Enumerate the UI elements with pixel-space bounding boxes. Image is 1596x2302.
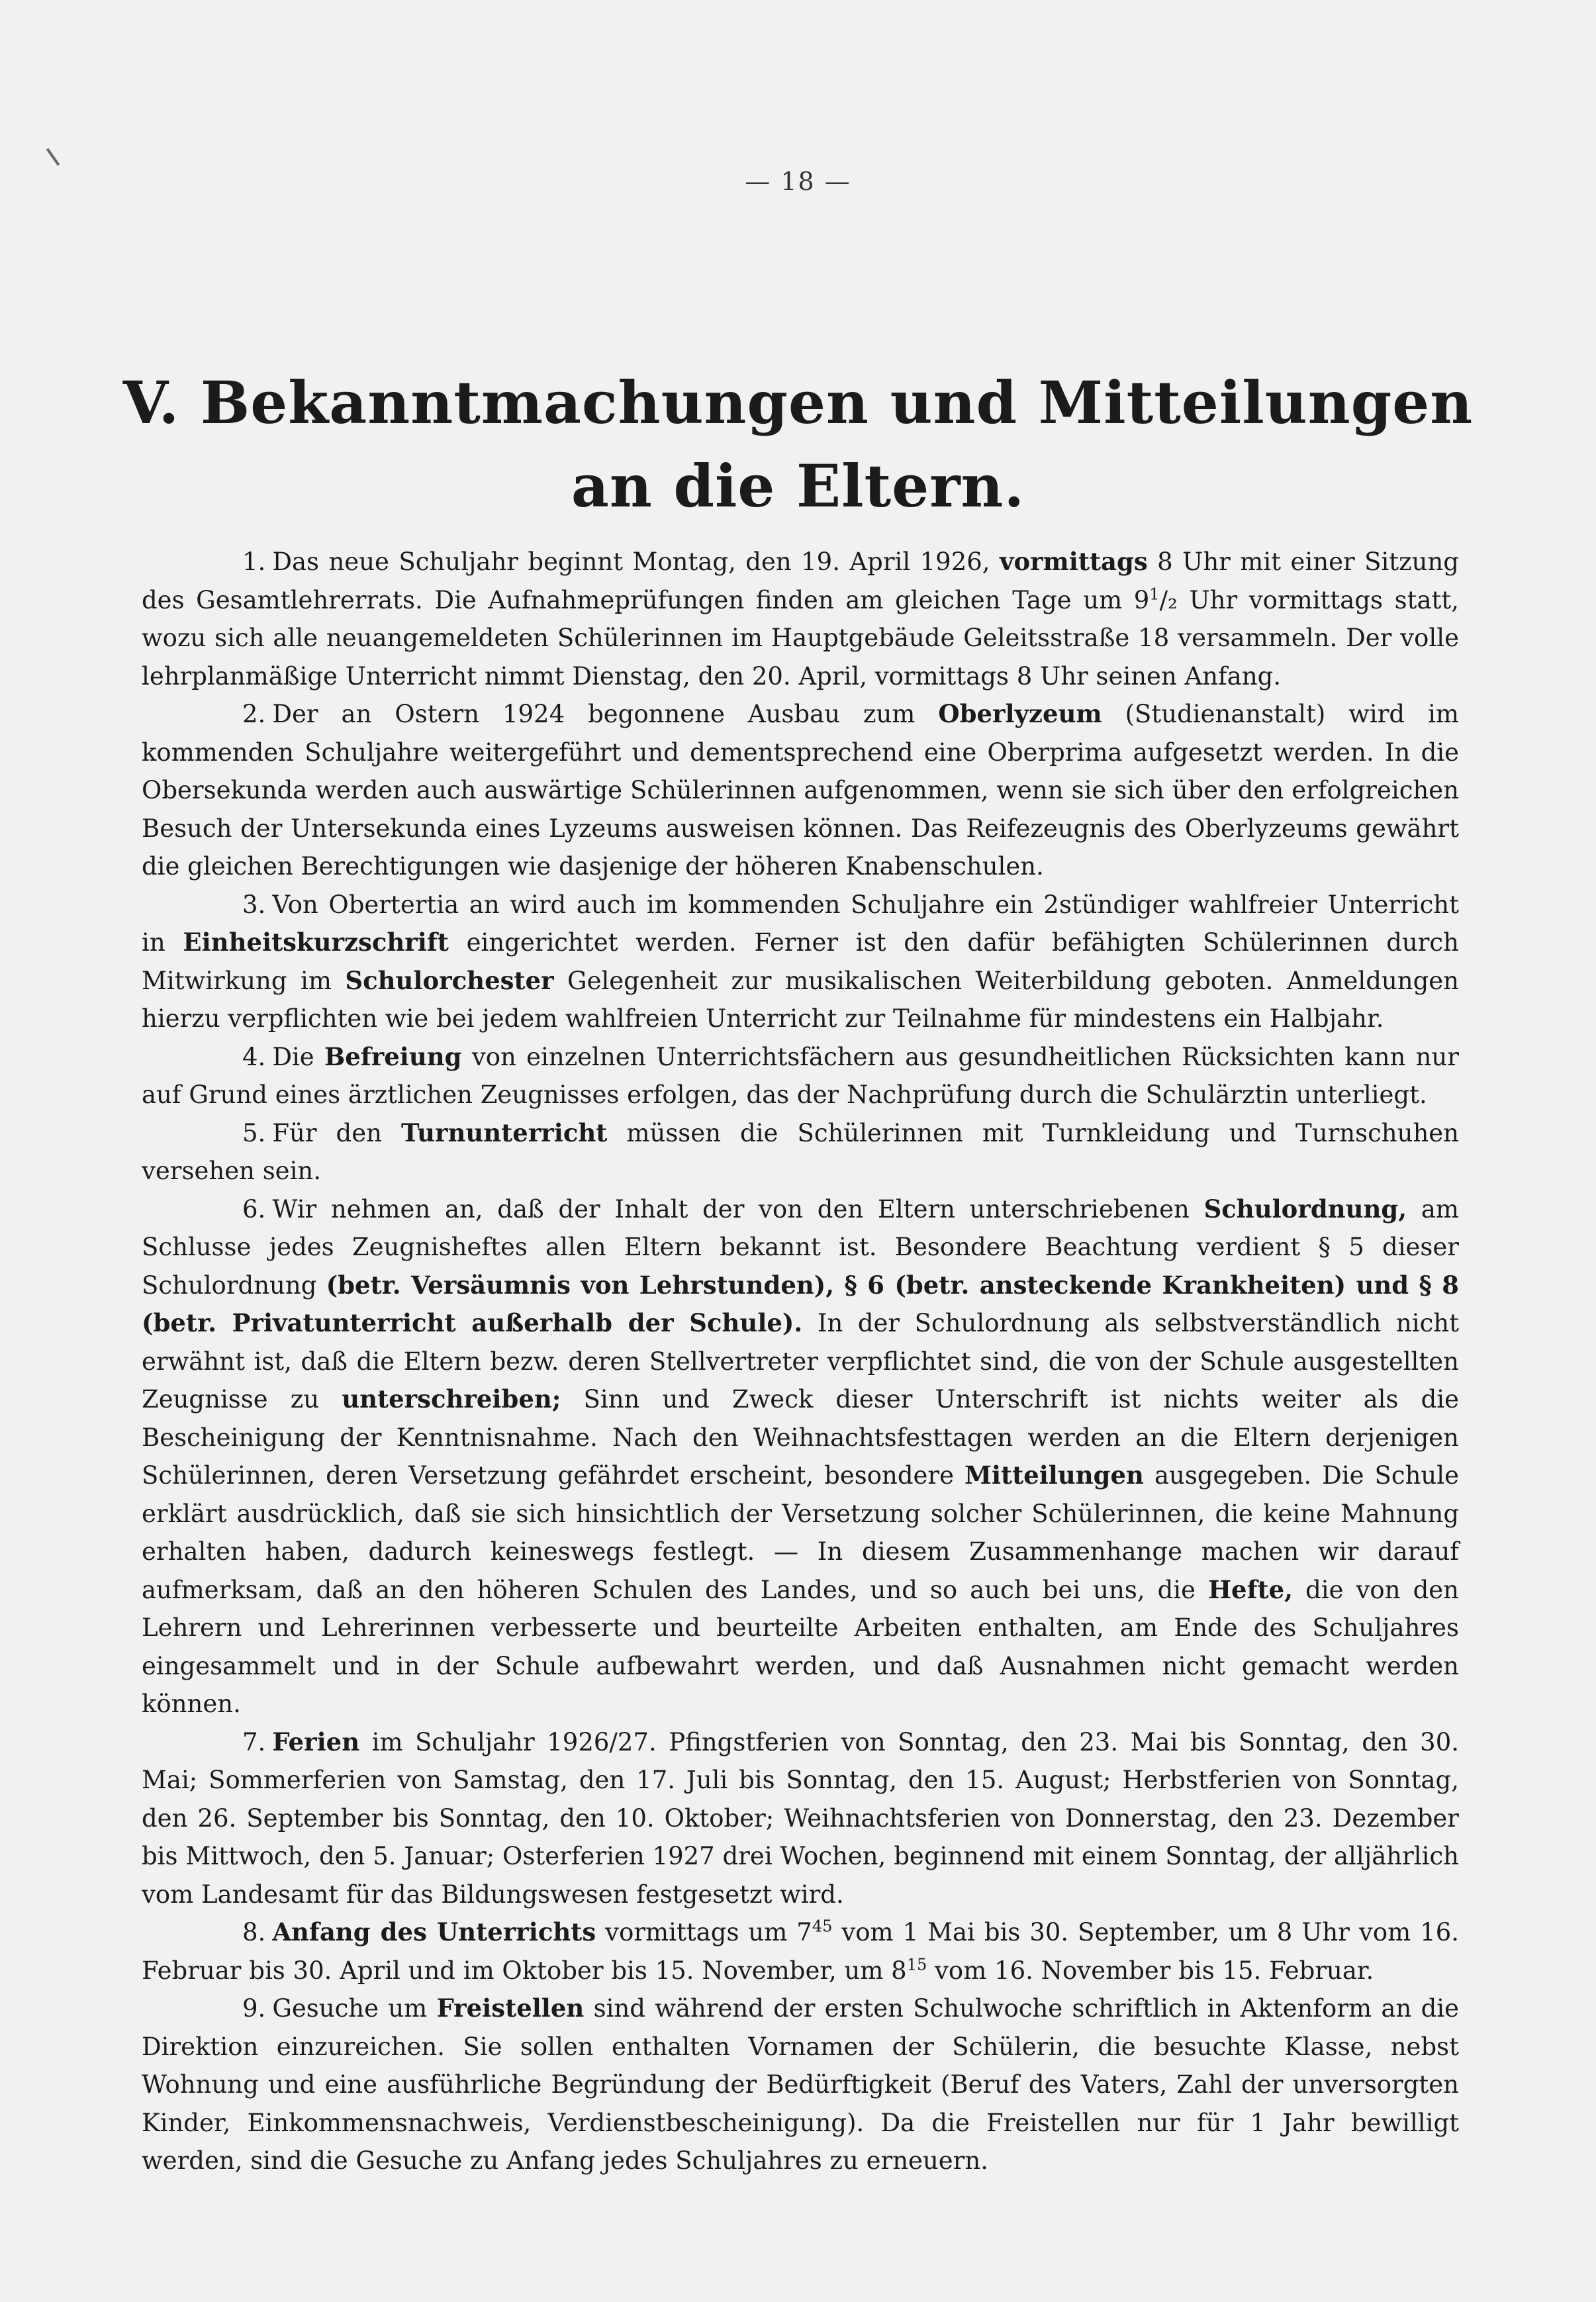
paragraph-text: vormittags um 7 xyxy=(596,1918,812,1946)
paragraph-number: 1. xyxy=(242,548,266,576)
emphasized-text: Freistellen xyxy=(436,1993,585,2023)
paragraph-number: 5. xyxy=(242,1118,266,1147)
paragraph-text: 8 Uhr mit einer Sitzung des Gesamtlehrerrats. Die Aufnahmeprüfungen finden am gleichen Tage um 9 xyxy=(142,548,1459,614)
paragraph-text: Die xyxy=(272,1042,325,1071)
emphasized-text: Hefte, xyxy=(1208,1574,1293,1604)
paragraph-text: sind während der ersten Schulwoche schriftlich in Aktenform an die Direktion einzureichen. Sie sollen enthalten Vornamen der Schülerin, die besuchte Klasse, nebst Wohnung und eine ausführliche Begründung der Bedürftigkeit (Beruf des Vaters, Zahl der unversorgten Kinder, Einkommensnachweis, Verdienstbescheinigung). Da die Freistellen nur für 1 Jahr bewilligt werden, sind die Gesuche zu Anfang jedes Schuljahres zu erneuern. xyxy=(142,1994,1459,2175)
paragraph-number: 7. xyxy=(242,1727,266,1756)
page-title-line-1: V. Bekanntmachungen und Mitteilungen xyxy=(122,368,1474,437)
paragraph-text: /₂ Uhr vormittags statt, wozu sich alle neuangemeldeten Schülerinnen im Hauptgebäude Geleitsstraße 18 versammeln. Der volle lehrplanmäßige Unterricht nimmt Dienstag, den 20. April, vormittags 8 Uhr seinen Anfang. xyxy=(142,585,1459,691)
paragraph-text: Von Obertertia an wird auch im kommenden Schuljahre ein 2stündiger wahlfreier Unterricht in xyxy=(142,890,1459,957)
paragraph-text: die von den Lehrern und Lehrerinnen verbesserte und beurteilte Arbeiten enthalten, am Ende des Schuljahres eingesammelt und in der Schule aufbewahrt werden, und daß Ausnahmen nicht gemacht werden können. xyxy=(142,1575,1459,1718)
emphasized-text: unterschreiben; xyxy=(342,1384,561,1414)
paragraph-text: In der Schulordnung als selbstverständlich nicht erwähnt ist, daß die Eltern bezw. deren Stellvertreter verpflichtet sind, die von der Schule ausgestellten Zeugnisse zu xyxy=(142,1309,1459,1414)
paragraph-4 xyxy=(142,1038,1459,1114)
paragraph-2 xyxy=(142,695,1459,886)
paragraph-3 xyxy=(142,886,1459,1038)
paragraph-1 xyxy=(142,543,1459,695)
paragraph-7 xyxy=(142,1723,1459,1914)
paragraph-text: vom 1 Mai bis 30. September, um 8 Uhr vom 16. Februar bis 30. April und im Oktober bis 15. November, um 8 xyxy=(142,1918,1459,1985)
emphasized-text: Ferien xyxy=(272,1727,360,1756)
paragraph-number: 8. xyxy=(242,1918,266,1946)
paragraph-5 xyxy=(142,1114,1459,1190)
paragraph-text: Gelegenheit zur musikalischen Weiterbildung geboten. Anmeldungen hierzu verpflichten wie bei jedem wahlfreien Unterricht zur Teilnahme für mindestens ein Halbjahr. xyxy=(142,966,1460,1033)
paragraph-text: ausgegeben. Die Schule erklärt ausdrücklich, daß sie sich hinsichtlich der Versetzung solcher Schülerinnen, die keine Mahnung erhalten haben, dadurch keineswegs festlegt. — In diesem Zusammenhange machen wir darauf aufmerksam, daß an den höheren Schulen des Landes, und so auch bei uns, die xyxy=(142,1461,1459,1604)
page-title-line-2: an die Eltern. xyxy=(571,452,1025,520)
scan-mark xyxy=(46,148,60,166)
emphasized-text: Schulorchester xyxy=(345,965,554,995)
paragraph-text: (Studienanstalt) wird im kommenden Schuljahre weitergeführt und dementsprechend eine Oberprima aufgesetzt werden. In die Obersekunda werden auch auswärtige Schülerinnen aufgenommen, wenn sie sich über den erfolgreichen Besuch der Untersekunda eines Lyzeums ausweisen können. Das Reifezeugnis des Oberlyzeums gewährt die gleichen Berechtigungen wie dasjenige der höheren Knabenschulen. xyxy=(142,700,1460,881)
paragraph-text: eingerichtet werden. Ferner ist den dafür befähigten Schülerinnen durch Mitwirkung im xyxy=(142,928,1459,995)
emphasized-text: Einheitskurzschrift xyxy=(183,928,449,957)
paragraph-8 xyxy=(142,1913,1459,1990)
paragraph-text: von einzelnen Unterrichtsfächern aus gesundheitlichen Rücksichten kann nur auf Grund eines ärztlichen Zeugnisses erfolgen, das der Nachprüfung durch die Schulärztin unterliegt. xyxy=(142,1042,1459,1109)
paragraph-number: 4. xyxy=(242,1042,266,1071)
paragraph-text: Das neue Schuljahr beginnt Montag, den 19. April 1926, xyxy=(272,548,1000,576)
paragraph-text: am Schlusse jedes Zeugnisheftes allen Eltern bekannt ist. Besondere Beachtung verdient § 5 dieser Schulordnung xyxy=(142,1194,1460,1300)
paragraph-text: müssen die Schülerinnen mit Turnkleidung und Turnschuhen versehen sein. xyxy=(142,1118,1460,1185)
paragraph-text: Gesuche um xyxy=(272,1994,437,2023)
paragraph-text: Für den xyxy=(272,1118,401,1147)
paragraph-text: im Schuljahr 1926/27. Pfingstferien von Sonntag, den 23. Mai bis Sonntag, den 30. Mai; Sommerferien von Samstag, den 17. Juli bis Sonntag, den 15. August; Herbstferien von Sonntag, den 26. September bis Sonntag, den 10. Oktober; Weihnachtsferien von Donnerstag, den 23. Dezember bis Mittwoch, den 5. Januar; Osterferien 1927 drei Wochen, beginnend mit einem Sonntag, der alljährlich vom Landesamt für das Bildungswesen festgesetzt wird. xyxy=(142,1727,1459,1909)
paragraph-number: 9. xyxy=(242,1994,266,2023)
page-title xyxy=(0,361,1596,528)
paragraph-text: Der an Ostern 1924 begonnene Ausbau zum xyxy=(272,700,939,728)
paragraph-9 xyxy=(142,1990,1459,2180)
emphasized-text: Schulordnung, xyxy=(1203,1194,1407,1223)
paragraph-text: Sinn und Zweck dieser Unterschrift ist nichts weiter als die Bescheinigung der Kenntnisnahme. Nach den Weihnachtsfesttagen werden an die Eltern derjenigen Schülerinnen, deren Versetzung gefährdet erscheint, besondere xyxy=(142,1385,1459,1490)
paragraph-6 xyxy=(142,1190,1459,1723)
emphasized-text: vormittags xyxy=(999,547,1148,576)
paragraph-number: 2. xyxy=(242,700,266,728)
emphasized-text: Turnunterricht xyxy=(400,1118,608,1147)
paragraph-text: vom 16. November bis 15. Februar. xyxy=(927,1956,1374,1985)
document-body xyxy=(142,543,1459,2180)
page-number: — 18 — xyxy=(745,167,851,196)
paragraph-number: 6. xyxy=(242,1194,266,1223)
superscript-text: 15 xyxy=(906,1955,927,1974)
superscript-text: 45 xyxy=(812,1917,833,1936)
superscript-text: 1 xyxy=(1149,585,1160,604)
paragraph-text: Wir nehmen an, daß der Inhalt der von den Eltern unterschriebenen xyxy=(272,1194,1204,1223)
emphasized-text: Mitteilungen xyxy=(964,1461,1144,1490)
emphasized-text: (betr. Versäumnis von Lehrstunden), § 6 (betr. ansteckende Krankheiten) und § 8 (betr. Privatunterricht außerhalb der Schule). xyxy=(142,1270,1459,1337)
emphasized-text: Oberlyzeum xyxy=(938,699,1102,728)
paragraph-number: 3. xyxy=(242,890,266,919)
emphasized-text: Anfang des Unterrichts xyxy=(272,1917,596,1946)
emphasized-text: Befreiung xyxy=(324,1041,462,1071)
